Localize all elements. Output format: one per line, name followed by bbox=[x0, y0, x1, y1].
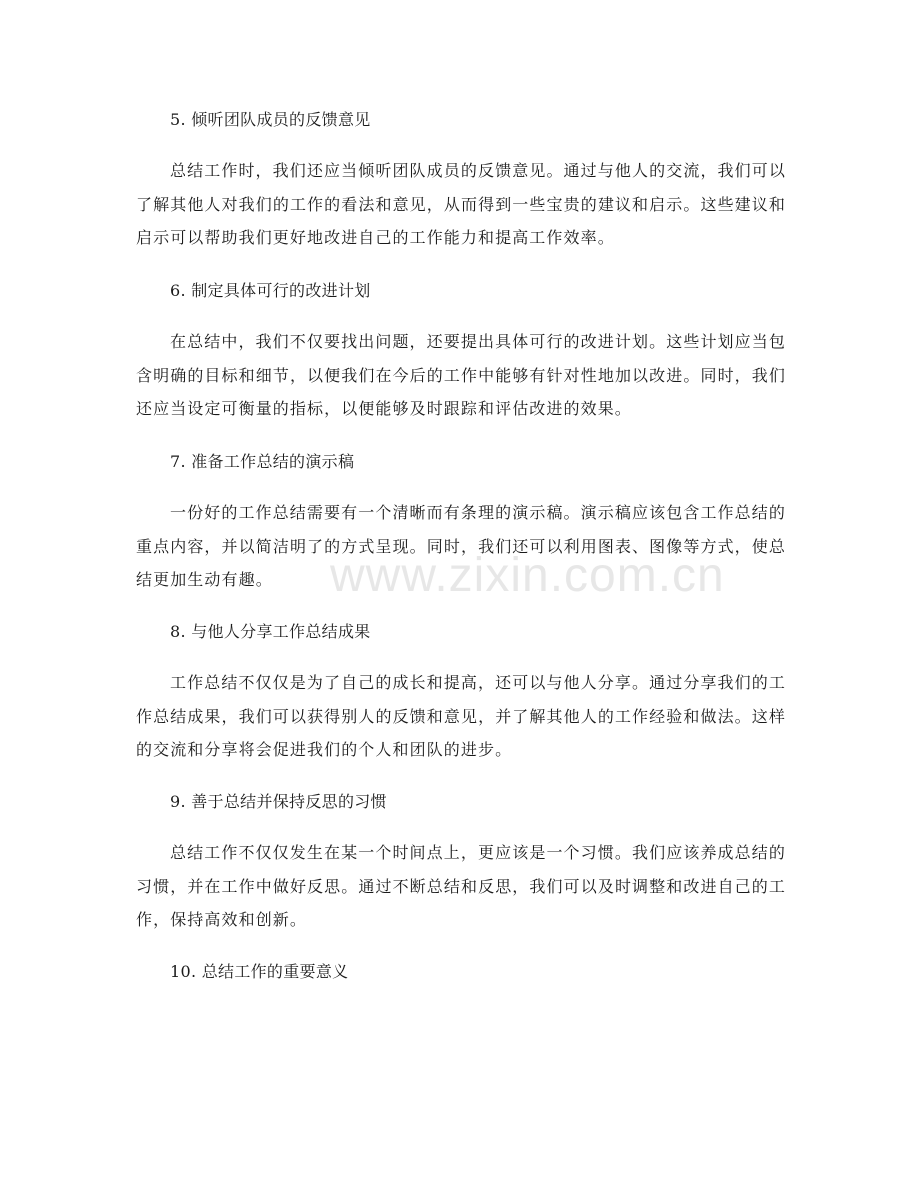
section-paragraph: 在总结中，我们不仅要找出问题，还要提出具体可行的改进计划。这些计划应当包含明确的目标和细节，以便我们在今后的工作中能够有针对性地加以改进。同时，我们还应当设定可衡量的指标，以便能够及时跟踪和评估改进的效果。 bbox=[136, 332, 786, 418]
section-paragraph: 一份好的工作总结需要有一个清晰而有条理的演示稿。演示稿应该包含工作总结的重点内容，并以简洁明了的方式呈现。同时，我们还可以利用图表、图像等方式，使总结更加生动有趣。 bbox=[136, 503, 786, 589]
section-heading: 9. 善于总结并保持反思的习惯 bbox=[170, 792, 387, 811]
section-6 bbox=[136, 279, 786, 426]
section-8 bbox=[136, 620, 786, 767]
section-paragraph: 工作总结不仅仅是为了自己的成长和提高，还可以与他人分享。通过分享我们的工作总结成果，我们可以获得别人的反馈和意见，并了解其他人的工作经验和做法。这样的交流和分享将会促进我们的个人和团队的进步。 bbox=[136, 673, 786, 759]
section-paragraph: 总结工作时，我们还应当倾听团队成员的反馈意见。通过与他人的交流，我们可以了解其他人对我们的工作的看法和意见，从而得到一些宝贵的建议和启示。这些建议和启示可以帮助我们更好地改进自己的工作能力和提高工作效率。 bbox=[136, 161, 786, 247]
section-heading: 5. 倾听团队成员的反馈意见 bbox=[170, 110, 371, 129]
section-heading: 10. 总结工作的重要意义 bbox=[170, 962, 349, 981]
section-10 bbox=[136, 960, 786, 984]
section-heading: 6. 制定具体可行的改进计划 bbox=[170, 281, 371, 300]
section-paragraph: 总结工作不仅仅发生在某一个时间点上，更应该是一个习惯。我们应该养成总结的习惯，并在工作中做好反思。通过不断总结和反思，我们可以及时调整和改进自己的工作，保持高效和创新。 bbox=[136, 843, 786, 929]
section-heading: 7. 准备工作总结的演示稿 bbox=[170, 452, 355, 471]
watermark: www.zixin.com.cn bbox=[330, 549, 725, 602]
section-9 bbox=[136, 790, 786, 937]
section-heading: 8. 与他人分享工作总结成果 bbox=[170, 622, 371, 641]
section-5 bbox=[136, 108, 786, 255]
